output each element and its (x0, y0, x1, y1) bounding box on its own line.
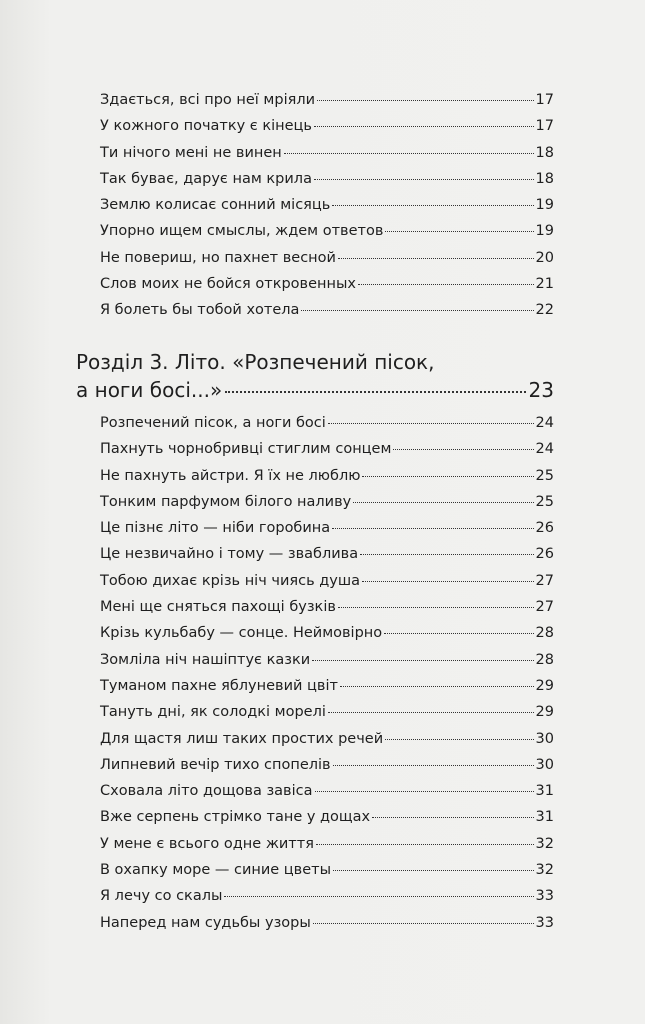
toc-entry-page-number: 22 (535, 302, 554, 319)
toc-entry-page-number: 28 (535, 651, 554, 668)
toc-entry (100, 752, 554, 778)
toc-entry-title: Не пахнуть айстри. Я їх не люблю (100, 467, 361, 484)
toc-entry-page-number: 27 (535, 572, 554, 589)
toc-entry (100, 594, 554, 620)
toc-entry-title: Землю колисає сонний місяць (100, 197, 331, 214)
toc-entry-page-number: 20 (535, 249, 554, 266)
toc-entry-page-number: 25 (535, 493, 554, 510)
section-title-line2: а ноги босі...» (76, 378, 223, 402)
leader-dots (316, 844, 534, 845)
leader-dots (317, 100, 534, 101)
toc-entry (100, 831, 554, 857)
toc-entry (100, 778, 554, 804)
toc-list-before-section (100, 87, 554, 324)
toc-entry (100, 620, 554, 646)
toc-entry-title: У кожного початку є кінець (100, 118, 312, 135)
toc-entry-title: Зомліла ніч нашіптує казки (100, 651, 311, 668)
toc-entry-title: Тануть дні, як солодкі морелі (100, 704, 326, 721)
toc-entry-page-number: 26 (535, 520, 554, 537)
toc-entry (100, 699, 554, 725)
toc-entry (100, 271, 554, 297)
toc-entry-page-number: 19 (535, 197, 554, 214)
toc-entry (100, 726, 554, 752)
toc-entry-page-number: 29 (535, 704, 554, 721)
toc-entry-title: Так буває, дарує нам крила (100, 170, 312, 187)
toc-entry-title: Це пізнє літо — ніби горобина (100, 520, 331, 537)
toc-entry-page-number: 24 (535, 441, 554, 458)
toc-entry-title: Здається, всі про неї мріяли (100, 92, 316, 108)
toc-entry (100, 804, 554, 830)
leader-dots (333, 765, 534, 766)
toc-entry-title: Ти нічого мені не винен (100, 144, 282, 161)
leader-dots (338, 607, 534, 608)
leader-dots (315, 791, 534, 792)
toc-entry-title: Слов моих не бойся откровенных (100, 276, 357, 293)
section-heading (76, 348, 554, 404)
leader-dots (362, 476, 533, 477)
leader-dots (340, 686, 534, 687)
leader-dots (314, 126, 534, 127)
leader-dots (332, 528, 533, 529)
toc-entry-title: Крізь кульбабу — сонце. Неймовірно (100, 625, 383, 642)
leader-dots (338, 258, 534, 259)
toc-entry-title: Сховала літо дощова завіса (100, 783, 313, 800)
toc-entry-page-number: 18 (535, 170, 554, 187)
leader-dots (358, 284, 534, 285)
toc-entry-page-number: 19 (535, 223, 554, 240)
leader-dots (224, 896, 533, 897)
toc-entry-title: Мені ще сняться пахощі бузків (100, 599, 336, 616)
toc-list-after-section (100, 410, 554, 936)
toc-entry-page-number: 33 (535, 914, 554, 931)
toc-entry-title: Я лечу со скалы (100, 888, 223, 905)
toc-entry-page-number: 24 (535, 415, 554, 431)
toc-entry-page-number: 31 (535, 809, 554, 826)
toc-entry-title: Не повериш, но пахнет весной (100, 249, 336, 266)
toc-entry-title: Це незвичайно і тому — зваблива (100, 546, 359, 563)
leader-dots (393, 449, 533, 450)
toc-entry-title: В охапку море — синие цветы (100, 862, 332, 879)
toc-entry-page-number: 17 (535, 118, 554, 135)
leader-dots (362, 581, 534, 582)
toc-entry-page-number: 30 (535, 756, 554, 773)
toc-entry (100, 218, 554, 244)
leader-dots (301, 310, 533, 311)
leader-dots (360, 554, 533, 555)
leader-dots (385, 739, 533, 740)
leader-dots (328, 712, 534, 713)
toc-entry-page-number: 33 (535, 888, 554, 905)
toc-entry (100, 489, 554, 515)
toc-entry-page-number: 27 (535, 599, 554, 616)
toc-entry-page-number: 31 (535, 783, 554, 800)
leader-dots (384, 633, 533, 634)
leader-dots (313, 923, 534, 924)
section-page-number: 23 (528, 378, 554, 402)
toc-entry-page-number: 21 (535, 276, 554, 293)
toc-entry-title: У мене є всього одне життя (100, 835, 314, 852)
toc-entry-title: Тобою дихає крізь ніч чиясь душа (100, 572, 360, 589)
toc-entry (100, 463, 554, 489)
toc-entry-title: Я болеть бы тобой хотела (100, 302, 300, 319)
toc-entry-page-number: 32 (535, 862, 554, 879)
toc-entry (100, 436, 554, 462)
toc-entry-page-number: 29 (535, 677, 554, 694)
toc-entry-title: Розпечений пісок, а ноги босі (100, 415, 326, 431)
toc-entry (100, 140, 554, 166)
leader-dots (332, 205, 533, 206)
toc-entry (100, 883, 554, 909)
toc-entry (100, 568, 554, 594)
toc-entry-title: Туманом пахне яблуневий цвіт (100, 677, 338, 694)
toc-entry-page-number: 32 (535, 835, 554, 852)
toc-entry (100, 857, 554, 883)
toc-entry (100, 87, 554, 113)
toc-entry (100, 647, 554, 673)
toc-entry (100, 541, 554, 567)
leader-dots (225, 391, 525, 393)
leader-dots (284, 153, 534, 154)
leader-dots (372, 817, 533, 818)
toc-entry-page-number: 26 (535, 546, 554, 563)
toc-entry (100, 166, 554, 192)
toc-entry-page-number: 28 (535, 625, 554, 642)
toc-entry (100, 245, 554, 271)
toc-entry (100, 515, 554, 541)
toc-entry-title: Липневий вечір тихо спопелів (100, 756, 331, 773)
toc-entry-title: Упорно ищем смыслы, ждем ответов (100, 223, 384, 240)
toc-entry-page-number: 18 (535, 144, 554, 161)
leader-dots (385, 231, 533, 232)
toc-entry (100, 297, 554, 323)
toc-entry (100, 910, 554, 936)
section-title-line2-row (76, 376, 554, 404)
leader-dots (353, 502, 533, 503)
leader-dots (312, 660, 533, 661)
toc-entry-page-number: 30 (535, 730, 554, 747)
toc-entry (100, 410, 554, 436)
leader-dots (328, 423, 534, 424)
toc-entry-title: Пахнуть чорнобривці стиглим сонцем (100, 441, 392, 458)
toc-entry-page-number: 25 (535, 467, 554, 484)
leader-dots (333, 870, 534, 871)
toc-entry (100, 192, 554, 218)
toc-entry (100, 673, 554, 699)
toc-entry (100, 113, 554, 139)
toc-entry-title: Для щастя лиш таких простих речей (100, 730, 384, 747)
section-title-line1: Розділ 3. Літо. «Розпечений пісок, (76, 350, 435, 374)
toc-entry-title: Тонким парфумом білого наливу (100, 493, 352, 510)
toc-entry-page-number: 17 (535, 92, 554, 108)
toc-entry-title: Наперед нам судьбы узоры (100, 914, 311, 931)
toc-entry-title: Вже серпень стрімко тане у дощах (100, 809, 371, 826)
leader-dots (314, 179, 534, 180)
